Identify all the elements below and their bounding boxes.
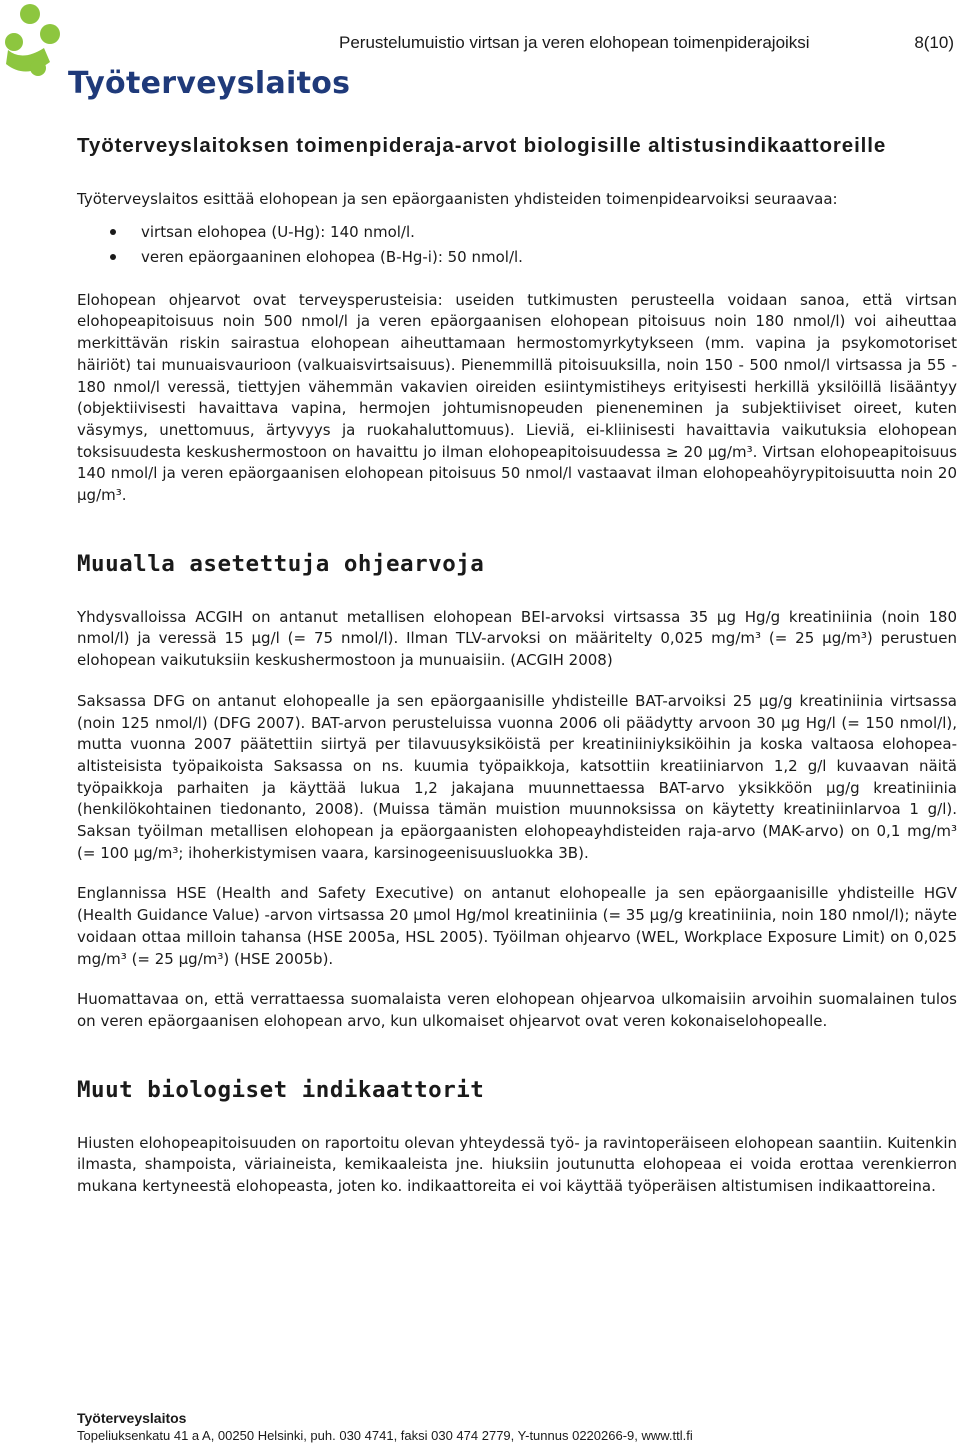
hse-paragraph: Englannissa HSE (Health and Safety Executive) on antanut elohopealle ja sen epäorgaanisille yhdisteille HGV (Health Guidance Value) -arvon virtsassa 20 µmol Hg/mol kreatiniinia (= 35 µg/g kreatiniinia, noin 180 nmol/l); näyte voidaan ottaa milloin tahansa (HSE 2005a, HSL 2005). Työilman ohjearvo (WEL, Workplace Exposure Limit) on 0,025 mg/m³ (= 25 µg/m³) (HSE 2005b).	[77, 884, 957, 968]
ttl-logo	[4, 2, 351, 110]
acgih-paragraph: Yhdysvalloissa ACGIH on antanut metallisen elohopean BEI-arvoksi virtsassa 35 µg Hg/g kreatiniinia (noin 180 nmol/l) ja veressä 15 µg/l (= 75 nmol/l). Ilman TLV-arvoksi on määritelty 0,025 mg/m³ (= 25 µg/m³) perustuen elohopean vaikutuksiin keskushermostoon ja munuaisiin. (ACGIH 2008)	[77, 607, 957, 670]
document-body	[77, 130, 957, 1217]
list-item: virtsan elohopea (U-Hg): 140 nmol/l.	[77, 220, 957, 245]
running-header-title: Perustelumuistio virtsan ja veren elohopean toimenpiderajoiksi	[339, 33, 810, 52]
page-number: 8(10)	[914, 33, 954, 52]
comparison-note-paragraph: Huomattavaa on, että verrattaessa suomalaista veren elohopean ohjearvoa ulkomaisiin arvoihin suomalainen tulos on veren epäorgaanisen elohopean arvo, kun ulkomaiset ohjearvot ovat veren kokonaiselohopealle.	[77, 990, 957, 1030]
dfg-paragraph: Saksassa DFG on antanut elohopealle ja sen epäorgaanisille yhdisteille BAT-arvoiksi 25 µg/g kreatiniinia virtsassa (noin 125 nmol/l) (DFG 2007). BAT-arvon perusteluissa vuonna 2006 oli päädytty arvoon 30 µg Hg/l (= 150 nmol/l), mutta vuonna 2007 päätettiin siirtyä per tilavuusyksiköistä per kreatiniiniyksiköihin ja koska valtaosa elohopea-altisteisista työpaikoista Saksassa on ns. kuumia työpaikkoja, katsottiin kreatiiniarvon 1,2 g/l kuvaavan näitä työpaikkoja parhaiten ja käyttää lukua 1,2 jakajana muunnettaessa BAT-arvo yksikköön µg/g kreatiniinia (henkilökohtainen tiedonanto, 2008). (Muissa tämän muistion muunnoksissa on käytetty kreatiniinIarvoa 1 g/l). Saksan työilman metallisen elohopean ja epäorgaanisten elohopeayhdisteiden raja-arvo (MAK-arvo) on 0,1 mg/m³ (= 100 µg/m³; ihoherkistymisen vaara, karsinogeenisuusluokka 3B).	[77, 691, 957, 862]
hair-indicator-paragraph: Hiusten elohopeapitoisuuden on raportoitu olevan yhteydessä työ- ja ravintoperäiseen elohopean saantiin. Kuitenkin ilmasta, shampoista, väriaineista, kemikaaleista jne. hiuksiin joutunutta elohopeaa ei voida erottaa verenkierron mukana kertyneestä elohopeasta, joten ko. indikaattoreita ei voi käyttää työperäisen altistumisen indikaattoreina.	[77, 1133, 957, 1196]
logo-wordmark: Työterveyslaitos	[68, 66, 351, 101]
intro-paragraph: Työterveyslaitos esittää elohopean ja sen epäorgaanisten yhdisteiden toimenpidearvoiksi seuraavaa:	[77, 190, 838, 208]
limit-values-list	[77, 220, 957, 270]
health-basis-paragraph: Elohopean ohjearvot ovat terveysperusteisia: useiden tutkimusten perusteella voidaan sanoa, että virtsan elohopeapitoisuus noin 500 nmol/l ja veren epäorgaanisen elohopean pitoisuus noin 180 nmol/l) voi aiheuttaa merkittävän riskin sairastua elohopean aiheuttamaan hermostomyrkytykseen (mm. vapina ja psykomotoriset häiriöt) tai munuaisvaurioon (valkuaisvirtsaisuus). Pienemmillä pitoisuuksilla, noin 150 - 500 nmol/l virtsassa ja 55 - 180 nmol/l veressä, tiettyjen vähemmän vakavien oireiden esiintymistiheys erityisesti herkillä yksilöillä lisääntyy (objektiivisesti havaittava vapina, hermojen johtumisnopeuden pieneneminen ja subjektiiviset oireet, kuten väsymys, unettomuus, ärtyvyys ja ruokahaluttomuus). Lieviä, ei-kliinisesti havaittavia vaikutuksia elohopean toksisuudesta keskushermostoon on havaittu jo ilman elohopeapitoisuudessa ≥ 20 µg/m³. Virtsan elohopeapitoisuus 140 nmol/l ja veren epäorgaanisen elohopean pitoisuus 50 nmol/l vastaavat ilman elohopeahöyrypitoisuutta noin 20 µg/m³.	[77, 290, 957, 505]
section-heading-other-indicators: Muut biologiset indikaattorit	[77, 1076, 485, 1103]
page-footer	[77, 1409, 957, 1445]
footer-organization: Työterveyslaitos	[77, 1410, 187, 1426]
footer-address: Topeliuksenkatu 41 a A, 00250 Helsinki, puh. 030 4741, faksi 030 474 2779, Y-tunnus 0220266-9, www.ttl.fi	[77, 1428, 693, 1443]
document-title: Työterveyslaitoksen toimenpideraja-arvot biologisille altistusindikaattoreille	[77, 134, 887, 157]
section-heading-other-limits: Muualla asetettuja ohjearvoja	[77, 550, 485, 577]
list-item: veren epäorgaaninen elohopea (B-Hg-i): 50 nmol/l.	[77, 245, 957, 270]
